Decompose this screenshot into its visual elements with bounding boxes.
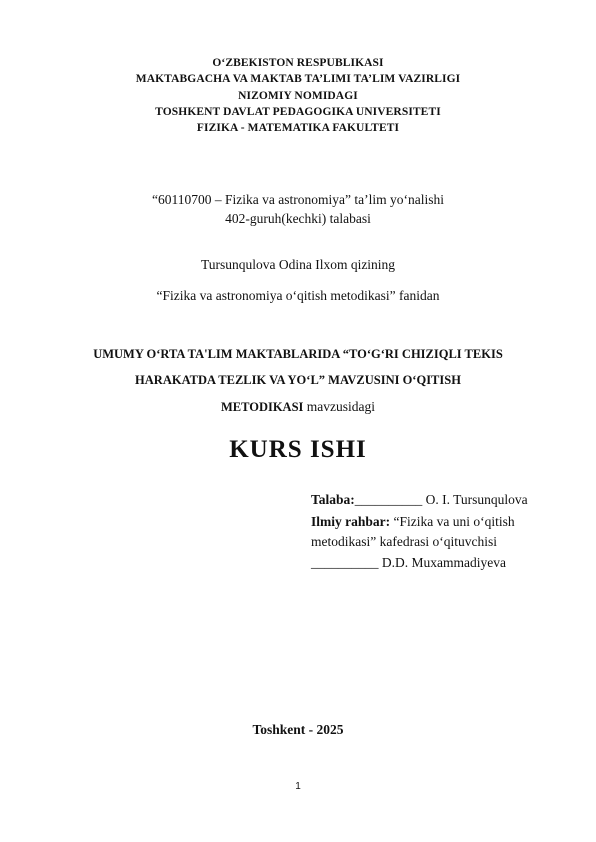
advisor-label: Ilmiy rahbar: xyxy=(311,514,391,529)
topic-line-3 xyxy=(0,399,596,415)
student-signature xyxy=(311,492,528,508)
subject-name: “Fizika va astronomiya o‘qitish metodikasi” fanidan xyxy=(156,288,440,303)
topic-line-1: UMUMY O‘RTA TA'LIM MAKTABLARIDA “TO‘G‘RI CHIZIQLI TEKIS xyxy=(93,347,503,361)
student-group: 402-guruh(kechki) talabasi xyxy=(225,211,371,226)
work-type-title: KURS ISHI xyxy=(229,436,367,463)
student-name: Tursunqulova Odina Ilxom qizining xyxy=(200,257,396,272)
header-country: O‘ZBEKISTON RESPUBLIKASI xyxy=(212,57,384,69)
advisor-department: metodikasi” kafedrasi o‘qituvchisi xyxy=(311,534,497,549)
student-value: __________ O. I. Tursunqulova xyxy=(354,492,528,507)
header-ministry: MAKTABGACHA VA MAKTAB TA’LIMI TA’LIM VAZIRLIGI xyxy=(135,73,461,85)
advisor-name: __________ D.D. Muxammadiyeva xyxy=(311,555,506,570)
header-university: TOSHKENT DAVLAT PEDAGOGIKA UNIVERSITETI xyxy=(155,106,441,118)
topic-line-2: HARAKATDA TEZLIK VA YO‘L” MAVZUSINI O‘QITISH xyxy=(135,373,461,387)
header-named-after: NIZOMIY NOMIDAGI xyxy=(238,90,358,102)
study-direction: “60110700 – Fizika va astronomiya” ta’lim yo‘nalishi xyxy=(152,192,444,207)
advisor-value: “Fizika va uni o‘qitish xyxy=(390,514,515,529)
city-year: Toshkent - 2025 xyxy=(252,722,344,737)
topic-methodology: METODIKASI xyxy=(220,400,304,414)
page-number: 1 xyxy=(295,781,301,792)
topic-suffix: mavzusidagi xyxy=(303,399,376,414)
advisor-signature xyxy=(311,514,515,530)
header-faculty: FIZIKA - MATEMATIKA FAKULTETI xyxy=(196,122,400,134)
student-label: Talaba: xyxy=(311,492,355,507)
